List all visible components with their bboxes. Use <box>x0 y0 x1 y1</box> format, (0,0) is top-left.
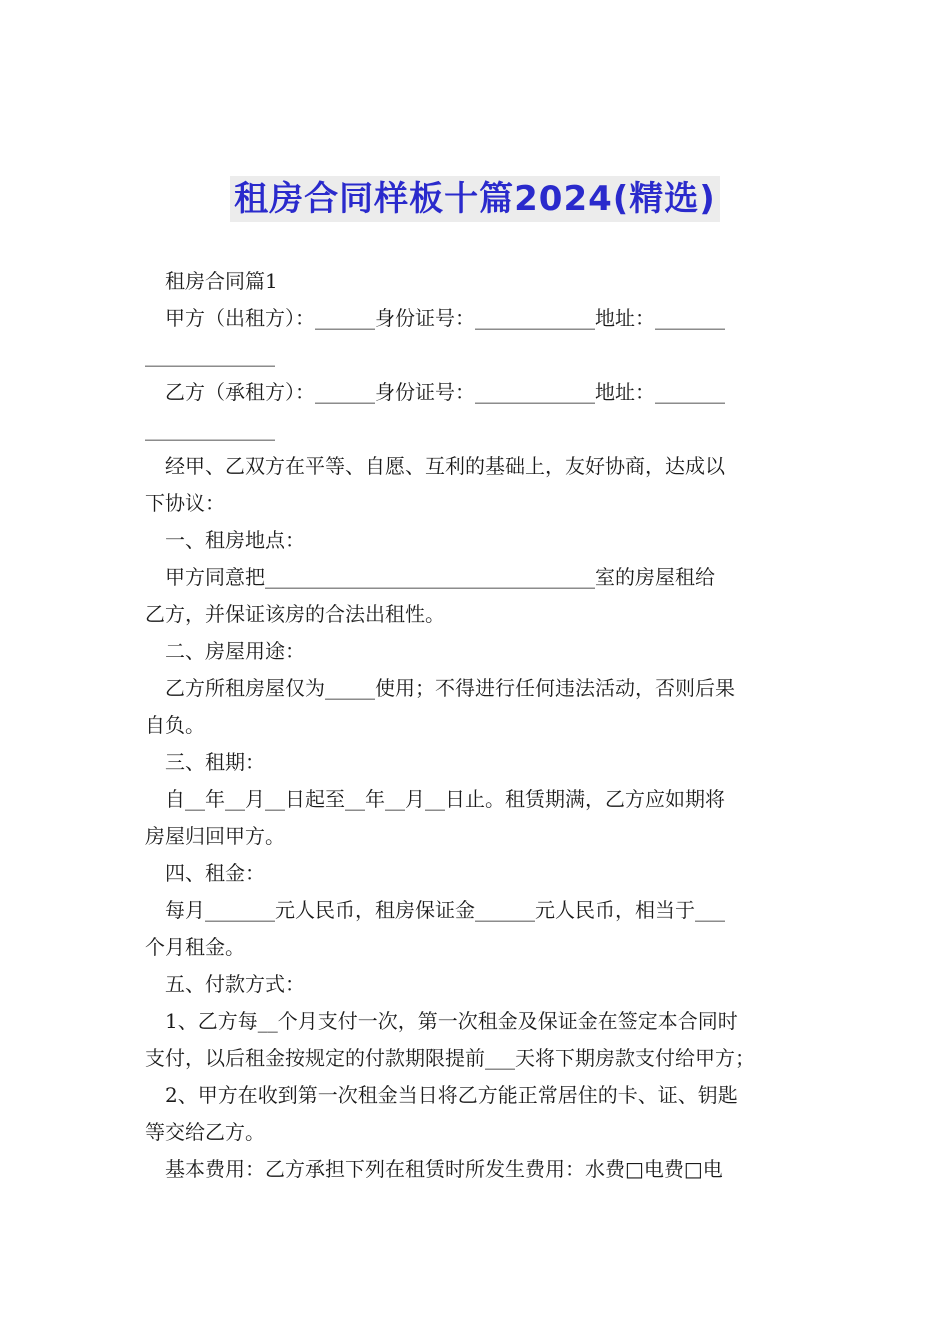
agreement-intro-cont: 下协议： <box>145 491 225 515</box>
clause-heading-usage: 二、房屋用途： <box>165 639 305 663</box>
party-a-line-cont: _____________ <box>145 343 275 367</box>
clause-location-text: 甲方同意把_________________________________室的房屋租给 <box>165 565 715 589</box>
clause-rent-text: 每月_______元人民币，租房保证金______元人民币，相当于___ <box>165 898 725 922</box>
clause-payment-item-1-cont: 支付，以后租金按规定的付款期限提前___天将下期房款支付给甲方； <box>145 1046 755 1070</box>
clause-heading-location: 一、租房地点： <box>165 528 305 552</box>
party-b-line: 乙方（承租方）：______身份证号：____________地址：_______ <box>165 380 725 404</box>
party-a-line: 甲方（出租方）：______身份证号：____________地址：_______ <box>165 306 725 330</box>
agreement-intro: 经甲、乙双方在平等、自愿、互利的基础上，友好协商，达成以 <box>165 454 725 478</box>
title-container <box>0 176 950 222</box>
clause-heading-payment: 五、付款方式： <box>165 972 305 996</box>
document-body <box>145 263 810 1188</box>
clause-payment-item-2-cont: 等交给乙方。 <box>145 1120 265 1144</box>
clause-payment-item-2: 2、甲方在收到第一次租金当日将乙方能正常居住的卡、证、钥匙 <box>165 1083 738 1107</box>
clause-payment-item-1: 1、乙方每__个月支付一次，第一次租金及保证金在签定本合同时 <box>165 1009 738 1033</box>
section-heading: 租房合同篇1 <box>165 269 278 293</box>
clause-term-text: 自__年__月__日起至__年__月__日止。租赁期满，乙方应如期将 <box>165 787 725 811</box>
clause-basic-fees: 基本费用：乙方承担下列在租赁时所发生费用：水费□电费□电 <box>165 1157 723 1181</box>
clause-location-text-cont: 乙方，并保证该房的合法出租性。 <box>145 602 445 626</box>
clause-usage-text: 乙方所租房屋仅为_____使用；不得进行任何违法活动，否则后果 <box>165 676 735 700</box>
document-title: 租房合同样板十篇2024(精选) <box>230 176 720 222</box>
party-b-line-cont: _____________ <box>145 417 275 441</box>
clause-heading-rent: 四、租金： <box>165 861 265 885</box>
clause-term-text-cont: 房屋归回甲方。 <box>145 824 285 848</box>
clause-heading-term: 三、租期： <box>165 750 265 774</box>
clause-usage-text-cont: 自负。 <box>145 713 205 737</box>
clause-rent-text-cont: 个月租金。 <box>145 935 245 959</box>
